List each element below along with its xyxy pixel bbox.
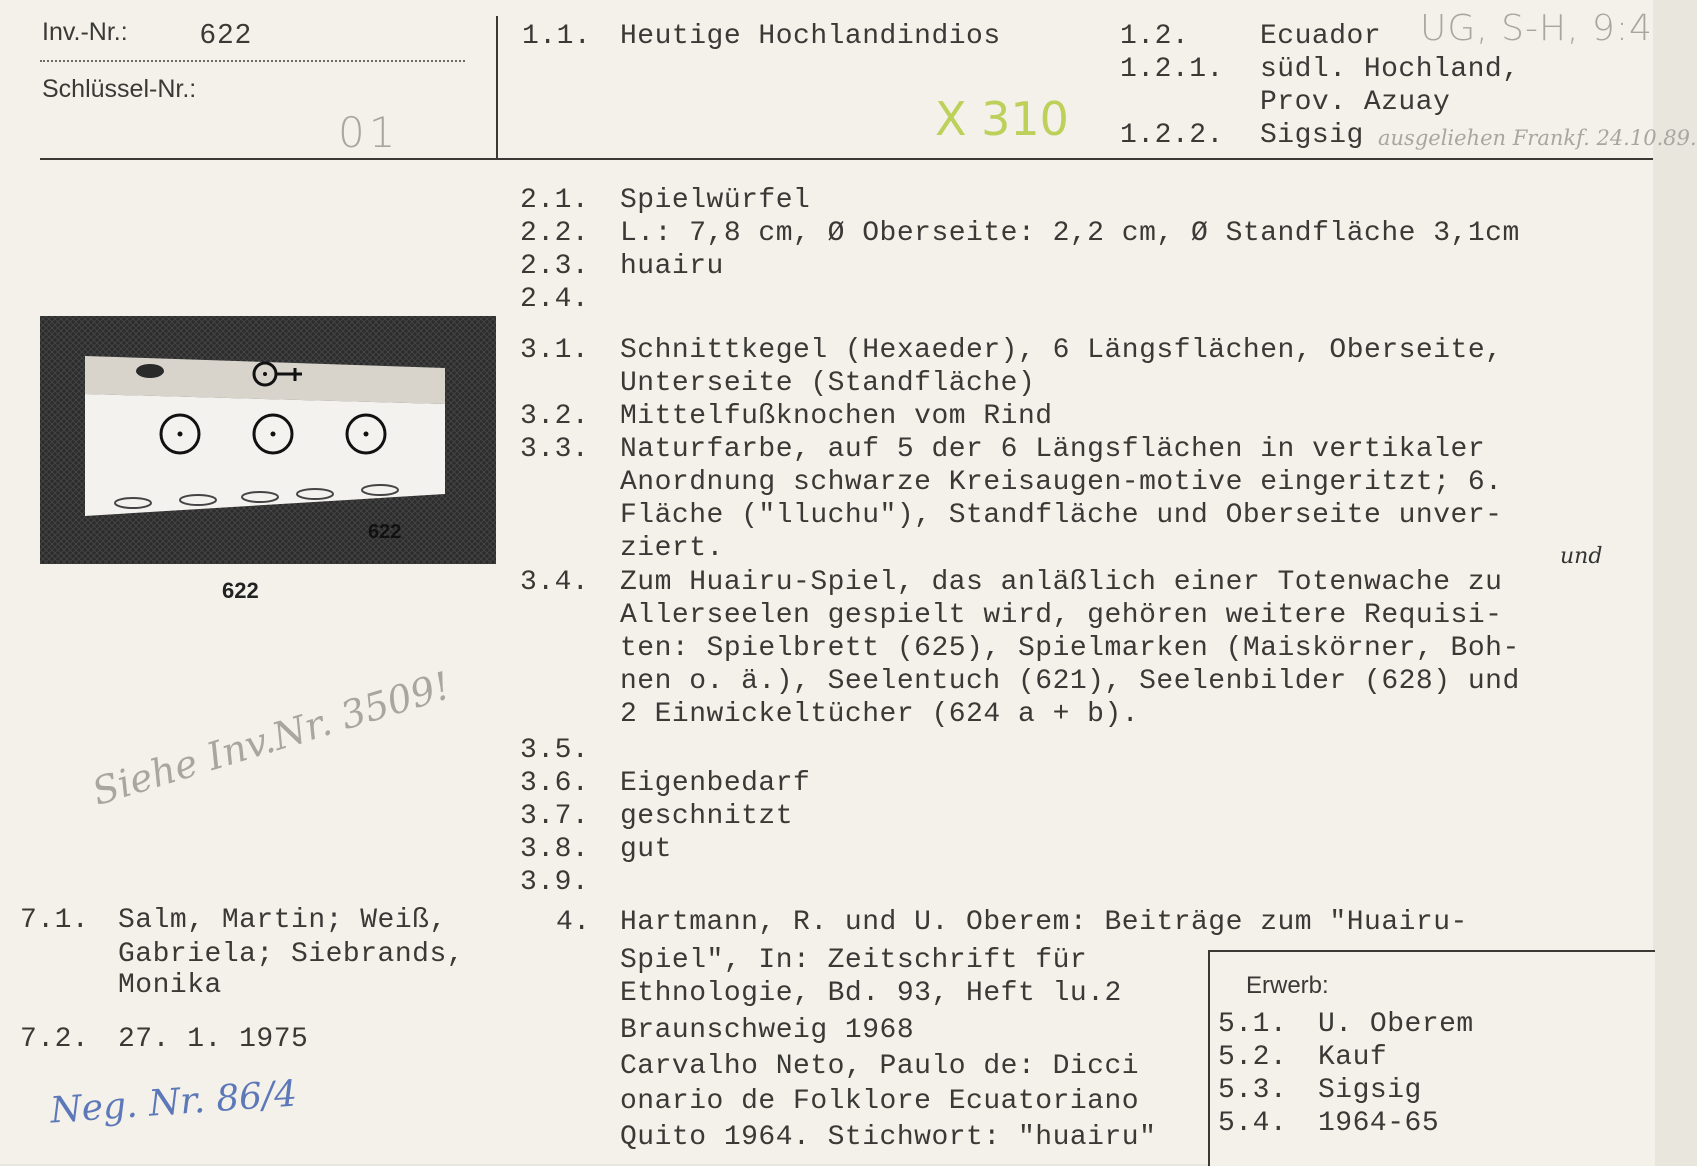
s3-7-num: 3.7. bbox=[520, 801, 590, 832]
s2-1-text: Spielwürfel bbox=[620, 185, 811, 216]
entry-1-2-1-text: südl. Hochland, bbox=[1260, 54, 1520, 85]
s3-3-line-4: ziert. bbox=[620, 533, 724, 564]
s3-9-num: 3.9. bbox=[520, 867, 590, 898]
acq-5-2-text: Kauf bbox=[1318, 1042, 1388, 1073]
entry-1-2-2-text: Sigsig bbox=[1260, 120, 1364, 151]
s4-line-7: Quito 1964. Stichwort: "huairu" bbox=[620, 1122, 1157, 1153]
entry-1-2-num: 1.2. bbox=[1120, 21, 1190, 52]
s2-3-text: huairu bbox=[620, 251, 724, 282]
s3-4-line-3: ten: Spielbrett (625), Spielmarken (Maiskörner, Boh- bbox=[620, 633, 1520, 664]
header-horizontal-rule bbox=[40, 158, 1653, 160]
s3-4-line-4: nen o. ä.), Seelentuch (621), Seelenbilder (628) und bbox=[620, 666, 1520, 697]
sigsig-annotation: ausgeliehen Frankf. 24.10.89. bbox=[1378, 126, 1697, 150]
s7-1-line-2: Gabriela; Siebrands, bbox=[118, 939, 465, 970]
s2-2-num: 2.2. bbox=[520, 218, 590, 249]
inv-label: Inv.-Nr.: bbox=[42, 18, 128, 46]
acq-5-2-num: 5.2. bbox=[1218, 1042, 1288, 1073]
inv-value: 622 bbox=[200, 18, 253, 49]
acquisition-box bbox=[1208, 950, 1655, 1166]
s4-line-5: Carvalho Neto, Paulo de: Dicci bbox=[620, 1051, 1140, 1082]
s3-4-line-5: 2 Einwickeltücher (624 a + b). bbox=[620, 699, 1140, 730]
object-photo bbox=[40, 316, 496, 564]
entry-1-2-2-num: 1.2.2. bbox=[1120, 120, 1224, 151]
x310-annotation: X 310 bbox=[935, 92, 1069, 146]
s2-2-text: L.: 7,8 cm, Ø Oberseite: 2,2 cm, Ø Standfläche 3,1cm bbox=[620, 218, 1520, 249]
key-value: 01 bbox=[338, 108, 400, 157]
entry-1-1-text: Heutige Hochlandindios bbox=[620, 21, 1001, 52]
inv-dotted-line bbox=[40, 60, 465, 62]
s4-line-2: Spiel", In: Zeitschrift für bbox=[620, 945, 1088, 976]
photo-inline-number: 622 bbox=[368, 521, 402, 543]
s3-2-num: 3.2. bbox=[520, 401, 590, 432]
s3-4-line-1: Zum Huairu-Spiel, das anläßlich einer Totenwache zu bbox=[620, 567, 1503, 598]
insert-und-annotation: und bbox=[1560, 544, 1603, 569]
s4-line-4: Braunschweig 1968 bbox=[620, 1015, 915, 1046]
s3-3-line-2: Anordnung schwarze Kreisaugen-motive eingeritzt; 6. bbox=[620, 467, 1503, 498]
photo-caption-number: 622 bbox=[222, 578, 259, 603]
s3-6-num: 3.6. bbox=[520, 768, 590, 799]
acq-5-1-num: 5.1. bbox=[1218, 1009, 1288, 1040]
pencil-see-inv-note: Siehe Inv.Nr. 3509! bbox=[87, 663, 456, 814]
s7-2-num: 7.2. bbox=[20, 1024, 90, 1055]
s3-8-text: gut bbox=[620, 834, 672, 865]
s3-1-num: 3.1. bbox=[520, 335, 590, 366]
s3-5-num: 3.5. bbox=[520, 735, 590, 766]
s3-1-line-1: Schnittkegel (Hexaeder), 6 Längsflächen, Oberseite, bbox=[620, 335, 1503, 366]
s3-2-line-1: Mittelfußknochen vom Rind bbox=[620, 401, 1053, 432]
s4-line-6: onario de Folklore Ecuatoriano bbox=[620, 1086, 1140, 1117]
s3-6-text: Eigenbedarf bbox=[620, 768, 811, 799]
s7-1-line-1: Salm, Martin; Weiß, bbox=[118, 905, 447, 936]
s2-1-num: 2.1. bbox=[520, 185, 590, 216]
s3-3-line-3: Fläche ("lluchu"), Standfläche und Oberseite unver- bbox=[620, 500, 1503, 531]
header-vertical-rule bbox=[496, 16, 498, 158]
s4-line-1: Hartmann, R. und U. Oberem: Beiträge zum "Huairu- bbox=[620, 907, 1468, 938]
ecuador-annotation: UG, S-H, 9:4 bbox=[1420, 8, 1653, 49]
bone-die-drawing bbox=[40, 316, 496, 564]
s7-1-line-3: Monika bbox=[118, 970, 222, 1001]
s3-3-num: 3.3. bbox=[520, 434, 590, 465]
s3-4-num: 3.4. bbox=[520, 567, 590, 598]
acq-5-4-num: 5.4. bbox=[1218, 1108, 1288, 1139]
s3-3-line-1: Naturfarbe, auf 5 der 6 Längsflächen in vertikaler bbox=[620, 434, 1486, 465]
s4-num: 4. bbox=[556, 907, 591, 938]
s3-8-num: 3.8. bbox=[520, 834, 590, 865]
acq-5-1-text: U. Oberem bbox=[1318, 1009, 1474, 1040]
s3-4-line-2: Allerseelen gespielt wird, gehören weitere Requisi- bbox=[620, 600, 1503, 631]
s7-2-text: 27. 1. 1975 bbox=[118, 1024, 309, 1055]
s2-3-num: 2.3. bbox=[520, 251, 590, 282]
acq-5-4-text: 1964-65 bbox=[1318, 1108, 1440, 1139]
s7-1-num: 7.1. bbox=[20, 905, 90, 936]
s2-4-num: 2.4. bbox=[520, 284, 590, 315]
entry-1-1-num: 1.1. bbox=[522, 21, 592, 52]
neg-number-note: Neg. Nr. 86/4 bbox=[48, 1073, 299, 1132]
s4-line-3: Ethnologie, Bd. 93, Heft lu.2 bbox=[620, 978, 1122, 1009]
entry-province-text: Prov. Azuay bbox=[1260, 87, 1451, 118]
acq-5-3-text: Sigsig bbox=[1318, 1075, 1422, 1106]
s3-7-text: geschnitzt bbox=[620, 801, 794, 832]
s3-1-line-2: Unterseite (Standfläche) bbox=[620, 368, 1036, 399]
key-label: Schlüssel-Nr.: bbox=[42, 75, 197, 103]
acquisition-title: Erwerb: bbox=[1246, 972, 1329, 999]
entry-1-2-text: Ecuador bbox=[1260, 21, 1382, 52]
entry-1-2-1-num: 1.2.1. bbox=[1120, 54, 1224, 85]
acq-5-3-num: 5.3. bbox=[1218, 1075, 1288, 1106]
